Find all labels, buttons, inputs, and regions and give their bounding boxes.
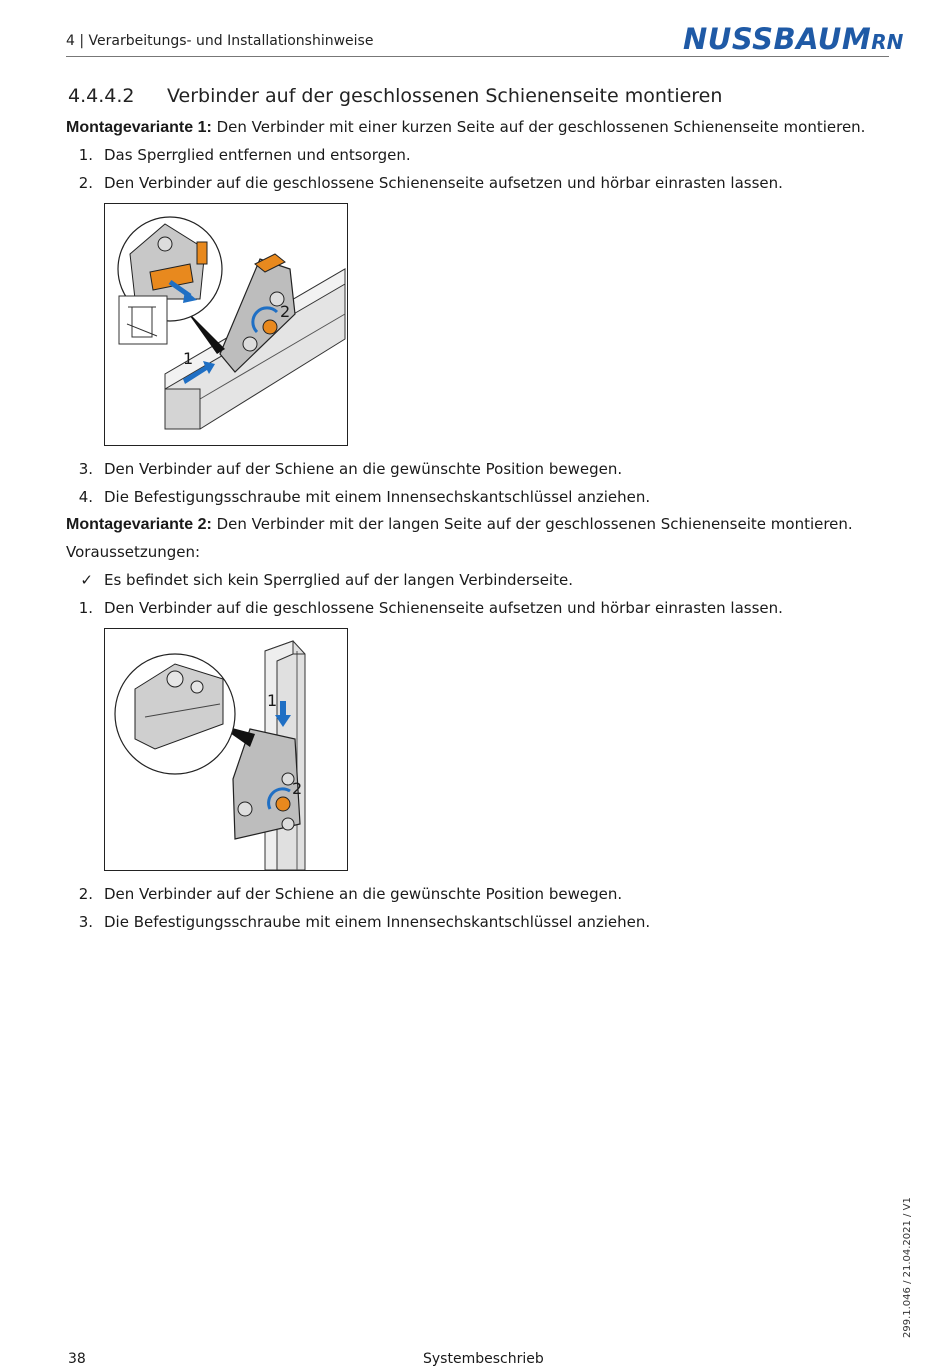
variant1-label: Montagevariante 1: [66,119,212,136]
step-text: Die Befestigungsschraube mit einem Innensechskantschlüssel anziehen. [104,913,651,931]
list-item [66,488,650,506]
step-number: 1. [78,599,93,617]
step-number: 1. [78,146,93,164]
figure-variant2-drawing [105,629,347,870]
page-number: 38 [68,1351,86,1367]
prerequisites-label: Voraussetzungen: [66,543,201,561]
figure-callout-1: 1 [267,691,278,710]
figure-callout-2: 2 [280,302,291,321]
figure-callout-1: 1 [183,349,194,368]
variant2-paragraph [66,515,853,534]
step-number: 3. [78,913,93,931]
step-text: Den Verbinder auf die geschlossene Schienenseite aufsetzen und hörbar einrasten lassen. [104,599,783,617]
checkmark-icon: ✓ [80,571,93,589]
variant2-label: Montagevariante 2: [66,516,212,533]
document-code: 299.1.046 / 21.04.2021 / V1 [902,1197,913,1338]
step-number: 4. [78,488,93,506]
step-number: 3. [78,460,93,478]
section-number: 4.4.4.2 [68,85,135,107]
step-number: 2. [78,885,93,903]
figure-variant2 [104,628,348,871]
logo-main: NUSSBAUM [683,22,872,56]
section-title: Verbinder auf der geschlossenen Schienenseite montieren [167,85,723,107]
nussbaum-logo [683,22,903,56]
figure-variant1-drawing [105,204,347,445]
list-item [66,146,411,164]
prerequisite-item [66,571,573,589]
variant1-paragraph [66,118,865,137]
step-text: Den Verbinder auf der Schiene an die gewünschte Position bewegen. [104,460,623,478]
list-item [66,885,622,903]
figure-callout-2: 2 [292,779,303,798]
list-item [66,174,783,192]
step-text: Den Verbinder auf der Schiene an die gewünschte Position bewegen. [104,885,623,903]
logo-suffix: RN [871,30,904,54]
prerequisite-text: Es befindet sich kein Sperrglied auf der langen Verbinderseite. [104,571,573,589]
chapter-header: 4 | Verarbeitungs- und Installationshinweise [66,33,374,49]
figure-variant1 [104,203,348,446]
step-text: Die Befestigungsschraube mit einem Innensechskantschlüssel anziehen. [104,488,651,506]
document-name: Systembeschrieb [423,1351,544,1367]
step-number: 2. [78,174,93,192]
variant1-text: Den Verbinder mit einer kurzen Seite auf der geschlossenen Schienenseite montieren. [211,118,866,136]
step-text: Das Sperrglied entfernen und entsorgen. [104,146,411,164]
variant2-text: Den Verbinder mit der langen Seite auf der geschlossenen Schienenseite montieren. [211,515,853,533]
list-item [66,599,783,617]
header-divider [66,56,889,57]
step-text: Den Verbinder auf die geschlossene Schienenseite aufsetzen und hörbar einrasten lassen. [104,174,783,192]
list-item [66,460,622,478]
list-item [66,913,650,931]
